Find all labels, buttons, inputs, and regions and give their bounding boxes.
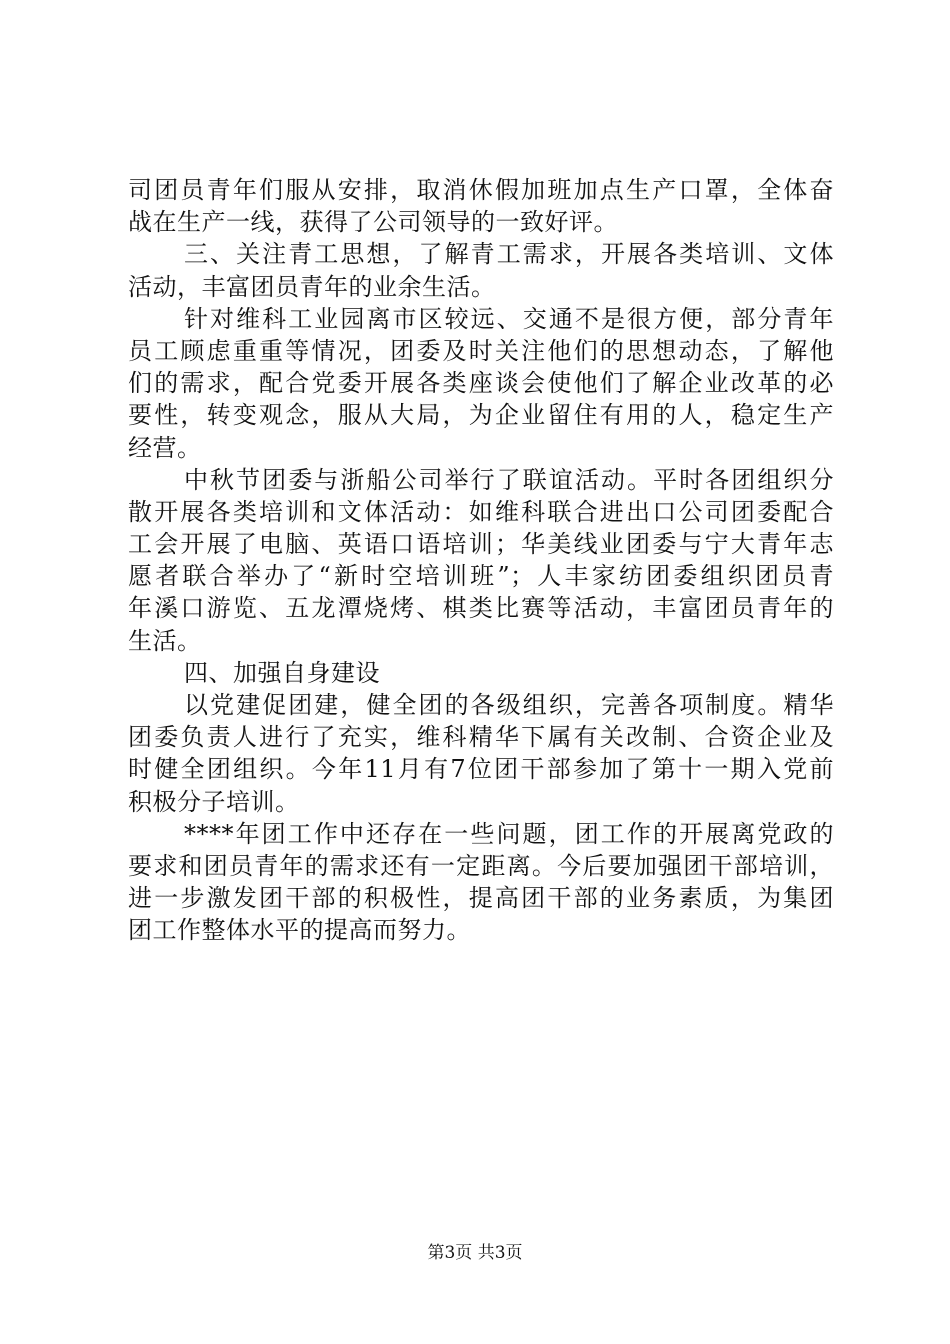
- paragraph-line: 时健全团组织。今年11月有7位团干部参加了第十一期入党前: [128, 755, 834, 784]
- paragraph-line: 散开展各类培训和文体活动：如维科联合进出口公司团委配合: [128, 497, 834, 526]
- paragraph-line: 经营。: [128, 433, 202, 462]
- paragraph-line: 要求和团员青年的需求还有一定距离。今后要加强团干部培训，: [128, 851, 834, 880]
- paragraph-line: 战在生产一线，获得了公司领导的一致好评。: [128, 208, 618, 237]
- paragraph-line: 中秋节团委与浙船公司举行了联谊活动。平时各团组织分: [184, 465, 834, 494]
- paragraph-line: 年溪口游览、五龙潭烧烤、棋类比赛等活动，丰富团员青年的: [128, 594, 834, 623]
- paragraph-line: 三、关注青工思想，了解青工需求，开展各类培训、文体: [184, 240, 834, 269]
- document-body: [128, 174, 834, 947]
- paragraph-line: 们的需求，配合党委开展各类座谈会使他们了解企业改革的必: [128, 369, 834, 398]
- paragraph-line: 工会开展了电脑、英语口语培训；华美线业团委与宁大青年志: [128, 530, 834, 559]
- paragraph-line: 针对维科工业园离市区较远、交通不是很方便，部分青年: [184, 304, 834, 333]
- paragraph-line: 员工顾虑重重等情况，团委及时关注他们的思想动态，了解他: [128, 336, 834, 365]
- paragraph-line: 团委负责人进行了充实，维科精华下属有关改制、合资企业及: [128, 723, 834, 752]
- paragraph-line: 活动，丰富团员青年的业余生活。: [128, 272, 496, 301]
- paragraph-line: 愿者联合举办了“新时空培训班”；人丰家纺团委组织团员青: [128, 562, 834, 591]
- paragraph-line: 进一步激发团干部的积极性，提高团干部的业务素质，为集团: [128, 884, 834, 913]
- page-footer: 第3页 共3页: [427, 1243, 523, 1263]
- paragraph-line: 以党建促团建，健全团的各级组织，完善各项制度。精华: [184, 691, 834, 719]
- paragraph-line: 司团员青年们服从安排，取消休假加班加点生产口罩，全体奋: [128, 176, 834, 204]
- paragraph-line: 团工作整体水平的提高而努力。: [128, 916, 471, 945]
- paragraph-line: 生活。: [128, 626, 202, 655]
- paragraph-line: 积极分子培训。: [128, 787, 300, 816]
- paragraph-line: 要性，转变观念，服从大局，为企业留住有用的人，稳定生产: [128, 401, 834, 430]
- paragraph-line: 四、加强自身建设: [184, 658, 380, 687]
- paragraph-line: ****年团工作中还存在一些问题，团工作的开展离党政的: [184, 819, 834, 848]
